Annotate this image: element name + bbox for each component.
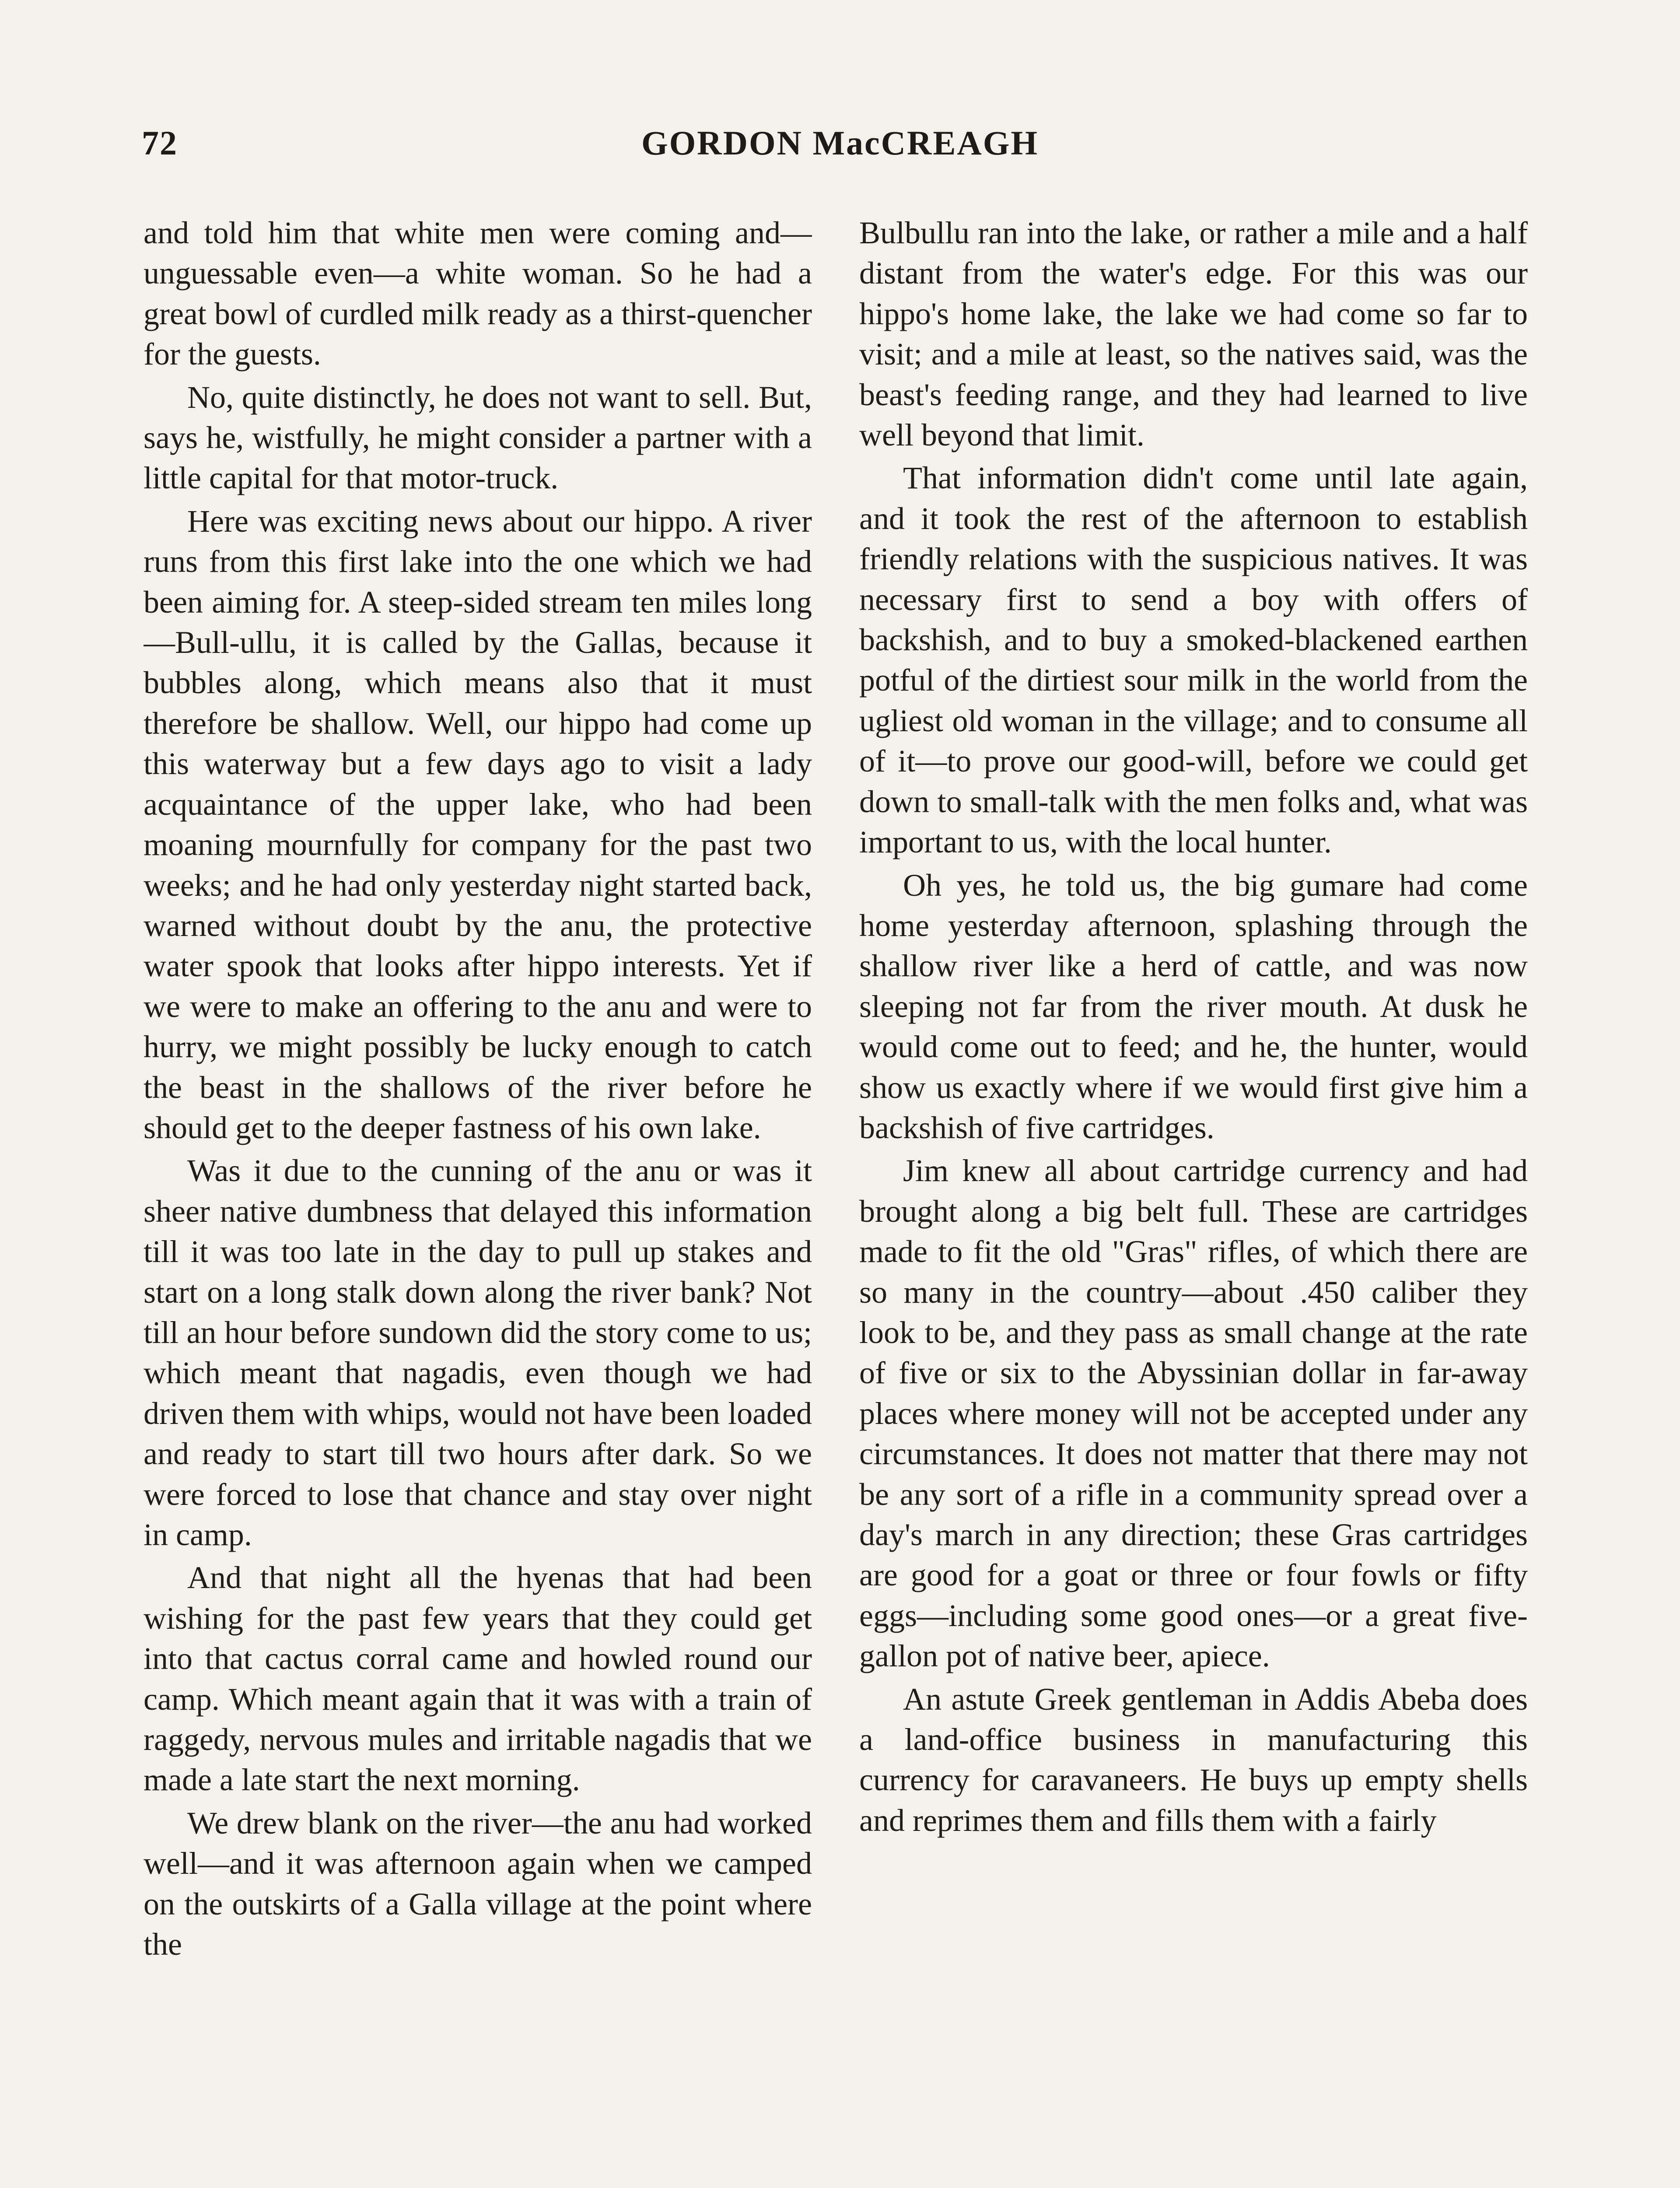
paragraph: Jim knew all about cartridge currency and had brought along a big belt full. These are cartridges made to fit the old "Gras" rifles, of which there are so many in the country—about .450 caliber they look to be, and they pass as small change at the rate of five or six to the Abyssinian dollar in far-away places where money will not be accepted under any circumstances. It does not matter that there may not be any sort of a rifle in a community spread over a day's march in any direction; these Gras cartridges are good for a goat or three or four fowls or fifty eggs—including some good ones—or a great five-gallon pot of native beer, apiece. [859,1153,1528,1674]
paragraph: No, quite distinctly, he does not want to sell. But, says he, wistfully, he might consider a partner with a little capital for that motor-truck. [144,379,812,496]
running-head [0,123,1680,172]
paragraph: That information didn't come until late again, and it took the rest of the afternoon to establish friendly relations with the suspicious natives. It was necessary first to send a boy with offers of backshish, and to buy a smoked-blackened earthen potful of the dirtiest sour milk in the world from the ugliest old woman in the village; and to consume all of it—to prove our good-will, before we could get down to small-talk with the men folks and, what was important to us, with the local hunter. [859,460,1528,860]
page-number: 72 [142,124,178,162]
paragraph: Bulbullu ran into the lake, or rather a mile and a half distant from the water's edge. For this was our hippo's home lake, the lake we had come so far to visit; and a mile at least, so the natives said, was the beast's feeding range, and they had learned to live well beyond that limit. [859,215,1528,453]
paragraph: We drew blank on the river—the anu had worked well—and it was afternoon again when we camped on the outskirts of a Galla village at the point where the [144,1805,812,1962]
running-title: GORDON MacCREAGH [641,124,1039,162]
paragraph: An astute Greek gentleman in Addis Abeba does a land-office business in manufacturing this currency for caravaneers. He buys up empty shells and reprimes them and fills them with a fairly [859,1681,1528,1838]
paragraph: and told him that white men were coming and—unguessable even—a white woman. So he had a great bowl of curdled milk ready as a thirst-quencher for the guests. [144,215,812,372]
paragraph: Here was exciting news about our hippo. A river runs from this first lake into the one which we had been aiming for. A steep-sided stream ten miles long—Bull-ullu, it is called by the Gallas, because it bubbles along, which means also that it must therefore be shallow. Well, our hippo had come up this waterway but a few days ago to visit a lady acquaintance of the upper lake, who had been moaning mournfully for company for the past two weeks; and he had only yesterday night started back, warned without doubt by the anu, the protective water spook that looks after hippo interests. Yet if we were to make an offering to the anu and were to hurry, we might possibly be lucky enough to catch the beast in the shallows of the river before he should get to the deeper fastness of his own lake. [144,503,812,1145]
paragraph: Oh yes, he told us, the big gumare had come home yesterday afternoon, splashing through the shallow river like a herd of cattle, and was now sleeping not far from the river mouth. At dusk he would come out to feed; and he, the hunter, would show us exactly where if we would first give him a backshish of five cartridges. [859,867,1528,1145]
paragraph: And that night all the hyenas that had been wishing for the past few years that they could get into that cactus corral came and howled round our camp. Which meant again that it was with a train of raggedy, nervous mules and irritable nagadis that we made a late start the next morning. [144,1560,812,1798]
right-column [859,213,1528,2188]
left-column [144,213,812,2188]
paragraph: Was it due to the cunning of the anu or was it sheer native dumbness that delayed this information till it was too late in the day to pull up stakes and start on a long stalk down along the river bank? Not till an hour before sundown did the story come to us; which meant that nagadis, even though we had driven them with whips, would not have been loaded and ready to start till two hours after dark. So we were forced to lose that chance and stay over night in camp. [144,1153,812,1552]
